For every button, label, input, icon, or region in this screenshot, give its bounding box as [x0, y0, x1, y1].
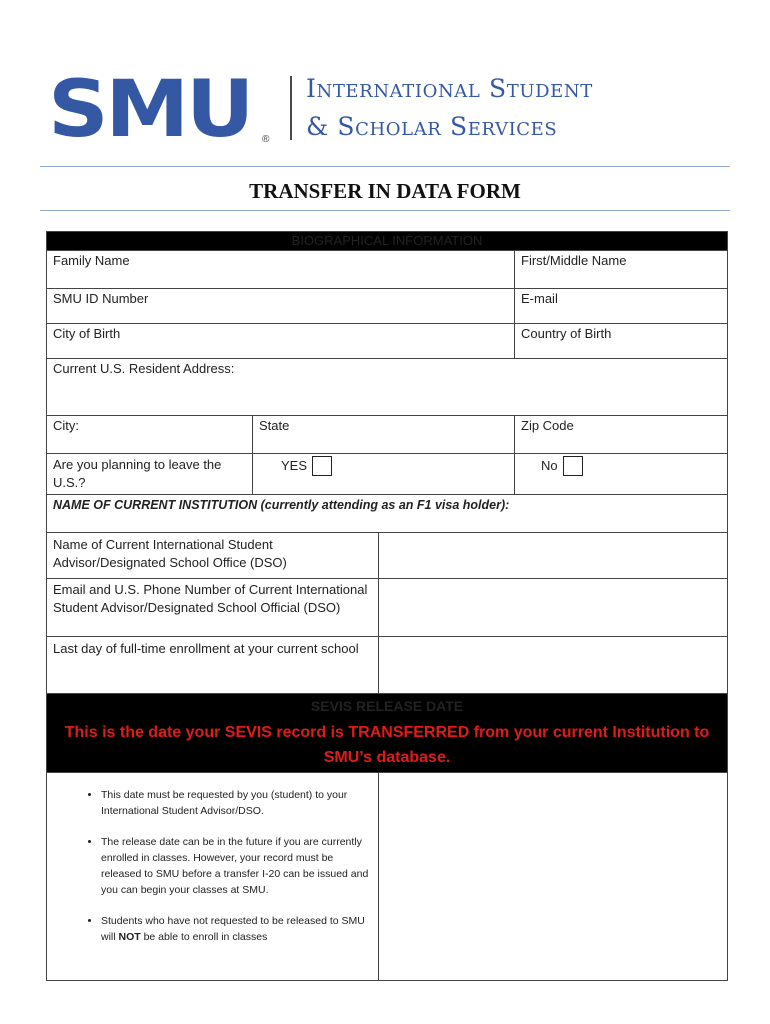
current-institution-heading: NAME OF CURRENT INSTITUTION (currently attending as an F1 visa holder):	[53, 498, 510, 512]
resident-address-label: Current U.S. Resident Address:	[53, 361, 235, 376]
state-label: State	[259, 418, 290, 433]
city-of-birth-field[interactable]	[47, 324, 515, 359]
family-name-label: Family Name	[53, 253, 130, 268]
zip-code-label: Zip Code	[521, 418, 574, 433]
advisor-name-label: Name of Current International Student Advisor/Designated School Office (DSO)	[47, 533, 379, 579]
sevis-banner	[47, 694, 728, 773]
logo-org-line-2: & Scholar Services	[306, 112, 558, 141]
advisor-contact-input[interactable]	[379, 579, 728, 637]
title-rule	[40, 210, 730, 211]
city-field[interactable]	[47, 416, 253, 454]
last-day-label: Last day of full-time enrollment at your current school	[47, 637, 379, 694]
city-label: City:	[53, 418, 79, 433]
no-option-cell	[515, 454, 728, 495]
no-label: No	[541, 458, 558, 473]
smu-id-field[interactable]	[47, 289, 515, 324]
sevis-notes-cell	[47, 773, 379, 981]
city-of-birth-label: City of Birth	[53, 326, 121, 341]
last-day-input[interactable]	[379, 637, 728, 694]
bio-section-banner	[47, 232, 728, 251]
email-label: E-mail	[521, 291, 558, 306]
form-title: TRANSFER IN DATA FORM	[249, 179, 521, 203]
yes-option-cell	[253, 454, 515, 495]
transfer-form-table	[46, 231, 728, 981]
smu-isss-logo	[48, 65, 728, 155]
no-checkbox[interactable]	[563, 456, 583, 476]
yes-checkbox[interactable]	[312, 456, 332, 476]
registered-mark: ®	[262, 134, 270, 145]
bio-section-label: BIOGRAPHICAL INFORMATION	[47, 232, 728, 251]
country-of-birth-field[interactable]	[515, 324, 728, 359]
list-item	[101, 913, 372, 945]
resident-address-field[interactable]	[47, 359, 728, 416]
logo-org-line-1: International Student	[306, 74, 593, 103]
header-rule	[40, 166, 730, 167]
advisor-name-input[interactable]	[379, 533, 728, 579]
advisor-contact-label: Email and U.S. Phone Number of Current International Student Advisor/Designated School Official (DSO)	[47, 579, 379, 637]
country-of-birth-label: Country of Birth	[521, 326, 612, 341]
leave-us-question: Are you planning to leave the U.S.?	[47, 454, 253, 495]
list-item: • The release date can be in the future if you are currently enrolled in classes. However, your record must be released to SMU before a transfer I-20 can be issued and you can begin your classes at SMU.	[101, 834, 372, 898]
current-institution-field[interactable]	[47, 495, 728, 533]
state-field[interactable]	[253, 416, 515, 454]
smu-id-label: SMU ID Number	[53, 291, 149, 306]
note3-prefix: Students who have not requested to be released to SMU will	[101, 915, 365, 943]
zip-code-field[interactable]	[515, 416, 728, 454]
sevis-release-date-input[interactable]	[379, 773, 728, 981]
family-name-field[interactable]	[47, 251, 515, 289]
first-middle-name-label: First/Middle Name	[521, 253, 627, 268]
sevis-notes-list	[53, 787, 372, 945]
email-field[interactable]	[515, 289, 728, 324]
list-item: • This date must be requested by you (student) to your International Student Advisor/DSO.	[101, 787, 372, 819]
sevis-release-date-title: SEVIS RELEASE DATE	[310, 698, 464, 714]
note3-emphasis: NOT	[118, 931, 141, 943]
note3-suffix: be able to enroll in classes	[140, 931, 268, 943]
logo-divider	[290, 76, 292, 140]
first-middle-name-field[interactable]	[515, 251, 728, 289]
sevis-transfer-notice: This is the date your SEVIS record is TRANSFERRED from your current Institution to SMU’s database.	[64, 724, 710, 766]
yes-label: YES	[281, 458, 308, 473]
logo-wordmark: SMU	[48, 65, 252, 155]
